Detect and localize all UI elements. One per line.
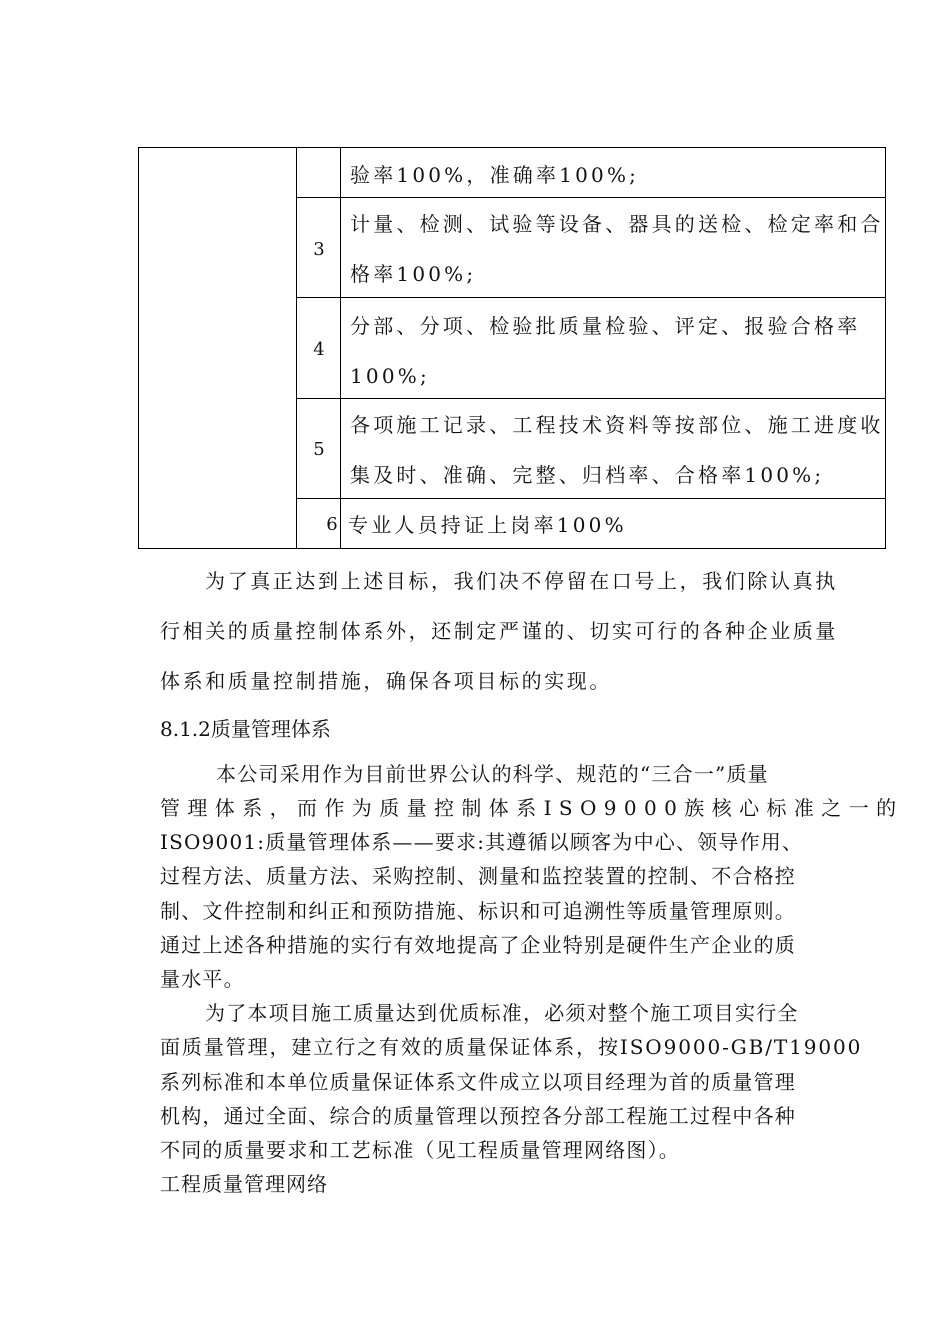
table-row-number: 3: [313, 239, 325, 260]
table-border-top: [138, 147, 886, 148]
table-row: [350, 199, 884, 299]
paragraph-line: 通过上述各种措施的实行有效地提高了企业特别是硬件生产企业的质: [160, 933, 796, 957]
table-row: [350, 400, 884, 500]
paragraph-line: 体系和质量控制措施，确保各项目标的实现。: [160, 669, 612, 693]
paragraph-line: 面质量管理，建立行之有效的质量保证体系，按ISO9000-GB/T19000: [160, 1035, 863, 1059]
paragraph-line: ISO9001:质量管理体系——要求:其遵循以顾客为中心、领导作用、: [160, 830, 804, 854]
table-cell-text: 计量、检测、试验等设备、器具的送检、检定率和合: [350, 212, 884, 236]
section-heading: 8.1.2质量管理体系: [160, 717, 331, 741]
figure-caption: 工程质量管理网络: [160, 1172, 328, 1196]
table-border-right: [885, 147, 886, 549]
paragraph-line: 制、文件控制和纠正和预防措施、标识和可追溯性等质量管理原则。: [160, 899, 796, 923]
table-row-number: 4: [313, 339, 325, 360]
table-border-left: [138, 147, 139, 549]
paragraph-line: 为了真正达到上述目标，我们决不停留在口号上，我们除认真执: [205, 569, 838, 593]
table-cell-text: 验率100%，准确率100%;: [350, 163, 640, 187]
table-row: [348, 500, 878, 550]
paragraph-line: 行相关的质量控制体系外，还制定严谨的、切实可行的各种企业质量: [160, 619, 838, 643]
table-cell-text: 专业人员持证上岗率100%: [348, 513, 627, 537]
table-row: [350, 150, 880, 200]
table-cell-text: 100%;: [350, 364, 430, 388]
paragraph-line: 不同的质量要求和工艺标准（见工程质量管理网络图）。: [160, 1138, 680, 1162]
table-row-number: 5: [313, 439, 325, 460]
table-cell-text: 各项施工记录、工程技术资料等按部位、施工进度收: [350, 413, 884, 437]
paragraph-line: 管理体系，而作为质量控制体系ISO9000族核心标准之一的: [160, 796, 904, 820]
table-row-number: 6: [326, 514, 338, 535]
paragraph-line: 量水平。: [160, 967, 245, 991]
table-cell-text: 集及时、准确、完整、归档率、合格率100%;: [350, 463, 825, 487]
paragraph-line: 系列标准和本单位质量保证体系文件成立以项目经理为首的质量管理: [160, 1070, 796, 1094]
table-cell-text: 分部、分项、检验批质量检验、评定、报验合格率: [350, 314, 861, 338]
paragraph-line: 过程方法、质量方法、采购控制、测量和监控装置的控制、不合格控: [160, 864, 796, 888]
paragraph-line: 本公司采用作为目前世界公认的科学、规范的“三合一”质量: [216, 762, 769, 786]
table-cell-text: 格率100%;: [350, 262, 477, 286]
table-row: [350, 301, 880, 401]
paragraph-line: 为了本项目施工质量达到优质标准，必须对整个施工项目实行全: [205, 1001, 799, 1025]
paragraph-line: 机构，通过全面、综合的质量管理以预控各分部工程施工过程中各种: [160, 1104, 796, 1128]
